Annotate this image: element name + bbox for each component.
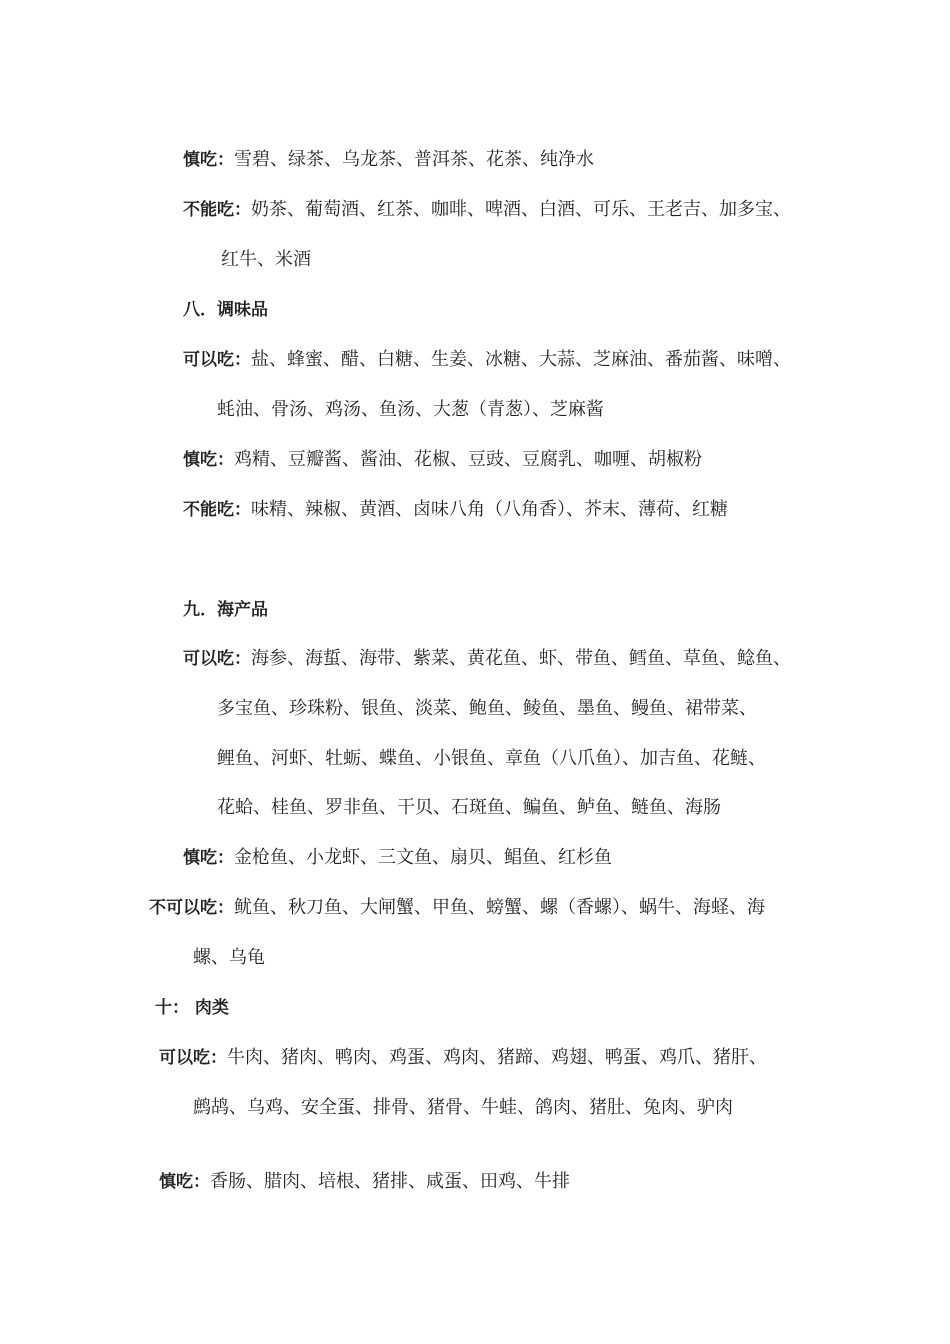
ok-text: 牛肉、猪肉、鸭肉、鸡蛋、鸡肉、猪蹄、鸡翅、鸭蛋、鸡爪、猪肝、	[227, 1047, 767, 1068]
forbidden-text: 奶茶、葡萄酒、红茶、咖啡、啤酒、白酒、可乐、王老吉、加多宝、	[251, 199, 791, 220]
ok-label: 可以吃：	[159, 1048, 227, 1068]
ok-text-continued: 多宝鱼、珍珠粉、银鱼、淡菜、鲍鱼、鲮鱼、墨鱼、鳗鱼、裙带菜、	[217, 698, 757, 719]
seafood-forbidden-line	[149, 896, 765, 920]
seasoning-forbidden-line	[183, 498, 728, 522]
ok-text-continued: 花蛤、桂鱼、罗非鱼、干贝、石斑鱼、鳊鱼、鲈鱼、鲢鱼、海肠	[217, 797, 721, 818]
ok-text: 海参、海蜇、海带、紫菜、黄花鱼、虾、带鱼、鳕鱼、草鱼、鲶鱼、	[251, 648, 791, 669]
meat-ok-continuation	[193, 1096, 733, 1120]
forbidden-text-continued: 红牛、米酒	[221, 249, 311, 270]
ok-label: 可以吃：	[183, 649, 251, 669]
forbidden-text: 鱿鱼、秋刀鱼、大闸蟹、甲鱼、螃蟹、螺（香螺）、蜗牛、海蛏、海	[234, 897, 765, 918]
ok-text-continued: 鲤鱼、河虾、牡蛎、蝶鱼、小银鱼、章鱼（八爪鱼）、加吉鱼、花鲢、	[217, 748, 766, 769]
meat-heading: 十： 肉类	[155, 998, 229, 1018]
ok-text: 盐、蜂蜜、醋、白糖、生姜、冰糖、大蒜、芝麻油、番茄酱、味噌、	[251, 349, 791, 370]
seafood-ok-line	[183, 647, 791, 671]
forbidden-label: 不可以吃：	[149, 898, 234, 918]
ok-label: 可以吃：	[183, 350, 251, 370]
caution-text: 鸡精、豆瓣酱、酱油、花椒、豆豉、豆腐乳、咖喱、胡椒粉	[234, 449, 702, 470]
seasoning-ok-line	[183, 348, 791, 372]
forbidden-text-continued: 螺、乌龟	[193, 947, 265, 968]
seafood-ok-continuation-3	[217, 796, 721, 820]
meat-ok-line	[159, 1046, 767, 1070]
forbidden-label: 不能吃：	[183, 200, 251, 220]
caution-label: 慎吃：	[183, 450, 234, 470]
seasoning-ok-continuation	[217, 398, 604, 422]
caution-label: 慎吃：	[159, 1172, 210, 1192]
seasoning-heading: 八．调味品	[183, 300, 268, 320]
caution-text: 金枪鱼、小龙虾、三文鱼、扇贝、鲳鱼、红杉鱼	[234, 847, 612, 868]
drinks-forbidden-line	[183, 198, 791, 222]
forbidden-text: 味精、辣椒、黄酒、卤味八角（八角香）、芥末、薄荷、红糖	[251, 499, 728, 520]
ok-text-continued: 蚝油、骨汤、鸡汤、鱼汤、大葱（青葱）、芝麻酱	[217, 399, 604, 420]
seafood-ok-continuation-2	[217, 747, 766, 771]
seafood-ok-continuation-1	[217, 697, 757, 721]
caution-label: 慎吃：	[183, 848, 234, 868]
seafood-caution-line	[183, 846, 612, 870]
seafood-forbidden-continuation	[193, 946, 265, 970]
drinks-forbidden-continuation	[221, 248, 311, 272]
ok-text-continued: 鹧鸪、乌鸡、安全蛋、排骨、猪骨、牛蛙、鸽肉、猪肚、兔肉、驴肉	[193, 1097, 733, 1118]
meat-caution-line	[159, 1170, 570, 1194]
caution-label: 慎吃：	[183, 150, 234, 170]
seafood-heading: 九．海产品	[183, 600, 268, 620]
forbidden-label: 不能吃：	[183, 500, 251, 520]
caution-text: 香肠、腊肉、培根、猪排、咸蛋、田鸡、牛排	[210, 1171, 570, 1192]
caution-text: 雪碧、绿茶、乌龙茶、普洱茶、花茶、纯净水	[234, 149, 594, 170]
seasoning-caution-line	[183, 448, 702, 472]
drinks-caution-line	[183, 148, 594, 172]
